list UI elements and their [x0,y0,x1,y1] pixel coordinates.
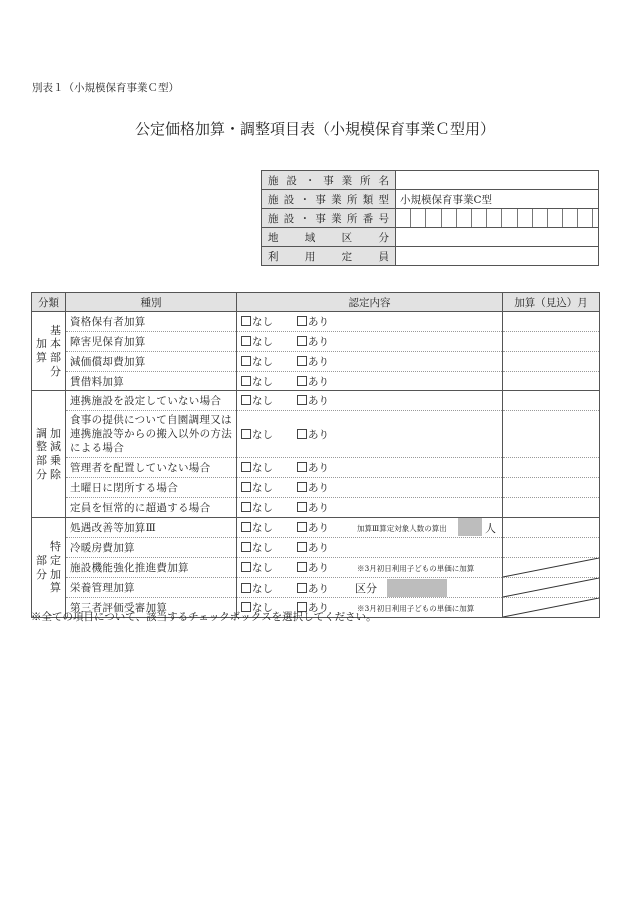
checkbox-square-icon[interactable] [297,562,307,572]
table-row [32,558,600,578]
item-type: 施設機能強化推進費加算 [66,558,237,578]
region-field[interactable] [396,228,599,247]
month-cell[interactable] [503,411,600,458]
checkbox-square-icon[interactable] [297,462,307,472]
form-subtitle: 別表１（小規模保育事業Ｃ型） [32,82,179,94]
info-label [262,247,396,266]
unit-label: 人 [485,522,496,535]
none-checkbox[interactable]: なし [241,480,273,495]
label-text: 施 設 ・ 事 業 所 番 号 [268,212,389,225]
disabled-diagonal-icon [503,578,599,597]
table-row [32,478,600,498]
label-text: 施 設 ・ 事 業 所 名 [268,174,389,187]
info-row-region [262,228,599,247]
checkbox-square-icon[interactable] [241,482,251,492]
none-checkbox[interactable]: なし [241,500,273,515]
month-cell[interactable] [503,352,600,372]
number-digit-cell[interactable] [548,209,563,227]
month-cell[interactable] [503,312,600,332]
item-type: 資格保有者加算 [66,312,237,332]
month-cell[interactable] [503,391,600,411]
yes-checkbox[interactable]: あり [297,334,329,349]
item-type: 第三者評価受審加算 [66,598,237,618]
disabled-diagonal-icon [503,558,599,577]
info-label [262,190,396,209]
yes-checkbox[interactable]: あり [297,460,329,475]
header-type: 種別 [66,293,237,312]
facility-info-table [261,170,599,266]
facility-type-field[interactable]: 小規模保育事業C型 [396,190,599,209]
table-row [32,391,600,411]
checkbox-square-icon[interactable] [297,336,307,346]
none-checkbox[interactable]: なし [241,560,273,575]
month-cell[interactable] [503,478,600,498]
category-cell [32,391,66,518]
yes-checkbox[interactable]: あり [297,581,329,596]
number-digit-cell[interactable] [518,209,533,227]
item-type: 食事の提供について自園調理又は連携施設等からの搬入以外の方法による場合 [66,411,237,458]
checkbox-square-icon[interactable] [241,356,251,366]
category-inner-label: 基 本 部 分 [50,323,61,378]
item-type: 減価償却費加算 [66,352,237,372]
facility-name-field[interactable] [396,171,599,190]
yes-checkbox[interactable]: あり [297,354,329,369]
info-row-facility-name [262,171,599,190]
info-label [262,171,396,190]
none-checkbox[interactable]: なし [241,427,273,442]
yes-checkbox[interactable]: あり [297,560,329,575]
none-checkbox[interactable]: なし [241,314,273,329]
table-header-row [32,293,600,312]
info-row-facility-number [262,209,599,228]
category-outer-label: 部 分 [36,553,47,581]
count-input[interactable] [458,518,482,536]
item-note: ※3月初日利用子どもの単価に加算 [357,604,475,613]
checkbox-square-icon[interactable] [241,562,251,572]
table-row [32,538,600,558]
category-inner-label: 特 定 加 算 [50,540,61,595]
number-digit-cell[interactable] [502,209,517,227]
table-row [32,411,600,458]
certification-content [237,578,503,598]
table-row [32,458,600,478]
item-type: 賃借料加算 [66,372,237,391]
header-content: 認定内容 [237,293,503,312]
none-checkbox[interactable]: なし [241,334,273,349]
certification-content [237,332,503,352]
yes-checkbox[interactable]: あり [297,600,329,615]
checkbox-square-icon[interactable] [297,482,307,492]
none-checkbox[interactable]: なし [241,581,273,596]
checkbox-square-icon[interactable] [297,395,307,405]
checkbox-square-icon[interactable] [241,336,251,346]
month-cell[interactable] [503,372,600,391]
number-digit-cell[interactable] [426,209,441,227]
checkbox-square-icon[interactable] [297,356,307,366]
yes-checkbox[interactable]: あり [297,500,329,515]
month-cell[interactable] [503,332,600,352]
month-cell[interactable] [503,518,600,538]
checkbox-square-icon[interactable] [297,502,307,512]
checkbox-square-icon[interactable] [297,429,307,439]
number-digit-cell[interactable] [457,209,472,227]
number-digit-cell[interactable] [533,209,548,227]
info-row-capacity [262,247,599,266]
yes-checkbox[interactable]: あり [297,314,329,329]
certification-content [237,478,503,498]
checkbox-square-icon[interactable] [241,316,251,326]
number-digit-cell[interactable] [396,209,411,227]
none-checkbox[interactable]: なし [241,354,273,369]
checkbox-square-icon[interactable] [241,522,251,532]
table-row [32,352,600,372]
number-digit-cell[interactable] [472,209,487,227]
info-row-facility-type [262,190,599,209]
number-digit-cell[interactable] [578,209,593,227]
item-type: 処遇改善等加算Ⅲ [66,518,237,538]
disabled-diagonal-icon [503,598,599,617]
month-cell [503,558,600,578]
none-checkbox[interactable]: なし [241,520,273,535]
checkbox-square-icon[interactable] [297,583,307,593]
checkbox-square-icon[interactable] [241,502,251,512]
checkbox-square-icon[interactable] [297,542,307,552]
none-checkbox[interactable]: なし [241,600,273,615]
table-row [32,518,600,538]
item-type: 土曜日に閉所する場合 [66,478,237,498]
header-category: 分類 [32,293,66,312]
number-cells [396,209,598,227]
category-cell [32,518,66,618]
table-body [32,312,600,618]
none-checkbox[interactable]: なし [241,540,273,555]
checkbox-square-icon[interactable] [241,542,251,552]
label-text: 利 用 定 員 [268,250,389,263]
none-checkbox[interactable]: なし [241,393,273,408]
none-checkbox[interactable]: なし [241,460,273,475]
category-outer-label: 加 算 [36,337,47,364]
item-type: 連携施設を設定していない場合 [66,391,237,411]
capacity-field[interactable] [396,247,599,266]
label-text: 施 設 ・ 事 業 所 類 型 [268,193,389,206]
item-type: 栄養管理加算 [66,578,237,598]
item-type: 障害児保育加算 [66,332,237,352]
category-label: 区分 [355,581,377,595]
certification-content [237,312,503,332]
certification-content [237,498,503,518]
table-row [32,312,600,332]
month-cell[interactable] [503,498,600,518]
number-digit-cell[interactable] [442,209,457,227]
checkbox-square-icon[interactable] [241,429,251,439]
certification-content [237,411,503,458]
table-row [32,332,600,352]
checkbox-square-icon[interactable] [241,462,251,472]
item-type: 管理者を配置していない場合 [66,458,237,478]
number-digit-cell[interactable] [563,209,578,227]
yes-checkbox[interactable]: あり [297,427,329,442]
checkbox-square-icon[interactable] [297,376,307,386]
item-type: 冷暖房費加算 [66,538,237,558]
certification-content [237,352,503,372]
table-row [32,372,600,391]
category-cell [32,312,66,391]
certification-content [237,558,503,578]
facility-number-field[interactable] [396,209,599,228]
checkbox-square-icon[interactable] [241,395,251,405]
label-text: 地 域 区 分 [268,231,389,244]
footnote: ※全ての項目について、該当するチェックボックスを選択してください。 [31,611,377,623]
month-cell [503,598,600,618]
category-input[interactable] [387,579,447,597]
number-digit-cell[interactable] [411,209,426,227]
yes-checkbox[interactable]: あり [297,480,329,495]
month-cell[interactable] [503,538,600,558]
yes-checkbox[interactable]: あり [297,520,329,535]
yes-checkbox[interactable]: あり [297,540,329,555]
adjustment-items-table [31,292,600,618]
checkbox-square-icon[interactable] [241,583,251,593]
category-outer-label: 調 整 部 分 [36,426,47,481]
table-row [32,578,600,598]
header-month: 加算（見込）月 [503,293,600,312]
month-cell [503,578,600,598]
category-inner-label: 加 減 乗 除 [50,426,61,481]
yes-checkbox[interactable]: あり [297,374,329,389]
item-note: ※3月初日利用子どもの単価に加算 [357,564,475,573]
certification-content [237,372,503,391]
none-checkbox[interactable]: なし [241,374,273,389]
checkbox-square-icon[interactable] [241,376,251,386]
item-type: 定員を恒常的に超過する場合 [66,498,237,518]
number-digit-cell[interactable] [487,209,502,227]
page-title: 公定価格加算・調整項目表（小規模保育事業Ｃ型用） [134,120,495,138]
table-row [32,498,600,518]
certification-content [237,458,503,478]
item-note: 加算Ⅲ算定対象人数の算出 [357,524,447,533]
yes-checkbox[interactable]: あり [297,393,329,408]
certification-content [237,538,503,558]
checkbox-square-icon[interactable] [297,316,307,326]
info-label [262,209,396,228]
certification-content [237,518,503,538]
month-cell[interactable] [503,458,600,478]
certification-content [237,391,503,411]
info-label [262,228,396,247]
checkbox-square-icon[interactable] [297,522,307,532]
